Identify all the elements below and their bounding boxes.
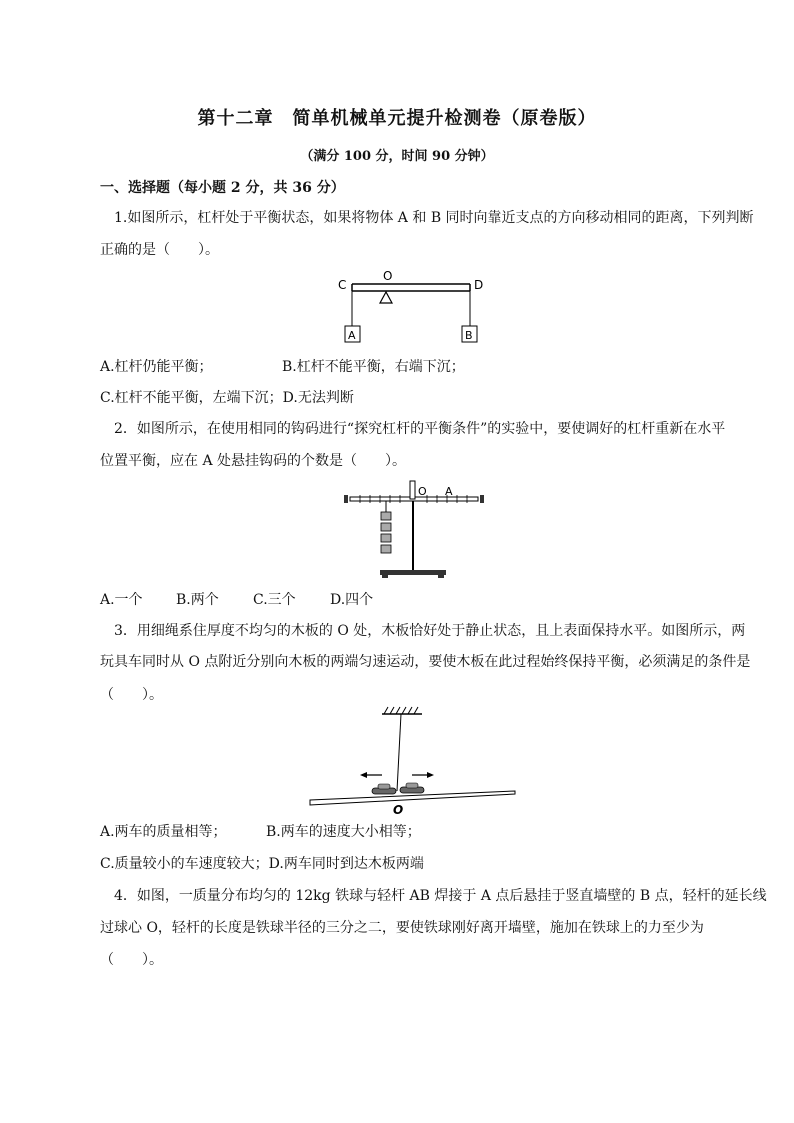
q1-text-line1: 1.如图所示，杠杆处于平衡状态，如果将物体 A 和 B 同时向靠近支点的方向移动相同的距离，下列判断	[114, 210, 754, 226]
label-o: O	[418, 485, 427, 498]
stand-base	[380, 570, 446, 575]
q1-option-a: A.杠杆仍能平衡；	[100, 359, 213, 375]
q2-option-d: D.四个	[330, 592, 374, 608]
q2-option-b: B.两个	[176, 592, 219, 608]
q1-lever-figure	[330, 262, 500, 347]
label-b: B	[465, 329, 473, 342]
q1-text-line2: 正确的是（ ）。	[100, 242, 219, 258]
balance-nut-right	[480, 495, 484, 503]
pivot-post	[410, 481, 415, 499]
q2-lever-stand-figure	[338, 478, 488, 583]
label-o: O	[393, 803, 404, 816]
q3-option-a: A.两车的质量相等；	[100, 824, 227, 840]
q3-text-line2: 玩具车同时从 O 点附近分别向木板的两端匀速运动，要使木板在此过程始终保持平衡，必须满足的条件是	[100, 654, 751, 670]
q3-text-line3: （ ）。	[100, 687, 163, 703]
balance-nut-left	[344, 495, 348, 503]
label-c: C	[338, 278, 347, 292]
label-a: A	[348, 329, 356, 342]
q2-text-line1: 2．如图所示，在使用相同的钩码进行“探究杠杆的平衡条件”的实验中，要使调好的杠杆重新在水平	[114, 421, 726, 437]
section-heading: 一、选择题（每小题 2 分，共 36 分）	[100, 180, 345, 196]
q4-text-line1: 4．如图，一质量分布均匀的 12kg 铁球与轻杆 AB 焊接于 A 点后悬挂于竖直墙壁的 B 点，轻杆的延长线	[114, 888, 767, 904]
q2-text-line2: 位置平衡，应在 A 处悬挂钩码的个数是（ ）。	[100, 453, 407, 469]
label-a: A	[445, 485, 453, 498]
q3-board-figure	[300, 706, 520, 816]
rope	[397, 714, 401, 791]
label-d: D	[474, 278, 484, 292]
label-o: O	[383, 269, 393, 283]
fulcrum-triangle	[380, 292, 392, 303]
q2-option-a: A.一个	[100, 592, 143, 608]
q3-option-b: B.两车的速度大小相等；	[266, 824, 421, 840]
q4-text-line3: （ ）。	[100, 952, 163, 968]
toy-car-left	[372, 784, 396, 794]
q2-option-c: C.三个	[253, 592, 296, 608]
q3-text-line1: 3．用细绳系住厚度不均匀的木板的 O 处，木板恰好处于静止状态，且上表面保持水平。如图所示，两	[114, 623, 746, 639]
q4-text-line2: 过球心 O，轻杆的长度是铁球半径的三分之二，要使铁球刚好离开墙壁，施加在铁球上的力至少为	[100, 920, 704, 936]
hook-weights	[381, 512, 391, 553]
page-title: 第十二章 简单机械单元提升检测卷（原卷版）	[197, 108, 597, 129]
page-subtitle: （满分 100 分，时间 90 分钟）	[300, 149, 494, 164]
toy-car-right	[400, 783, 424, 793]
q3-option-cd: C.质量较小的车速度较大；D.两车同时到达木板两端	[100, 856, 424, 872]
q1-option-cd: C.杠杆不能平衡，左端下沉；D.无法判断	[100, 390, 354, 406]
q1-option-b: B.杠杆不能平衡，右端下沉；	[282, 359, 465, 375]
